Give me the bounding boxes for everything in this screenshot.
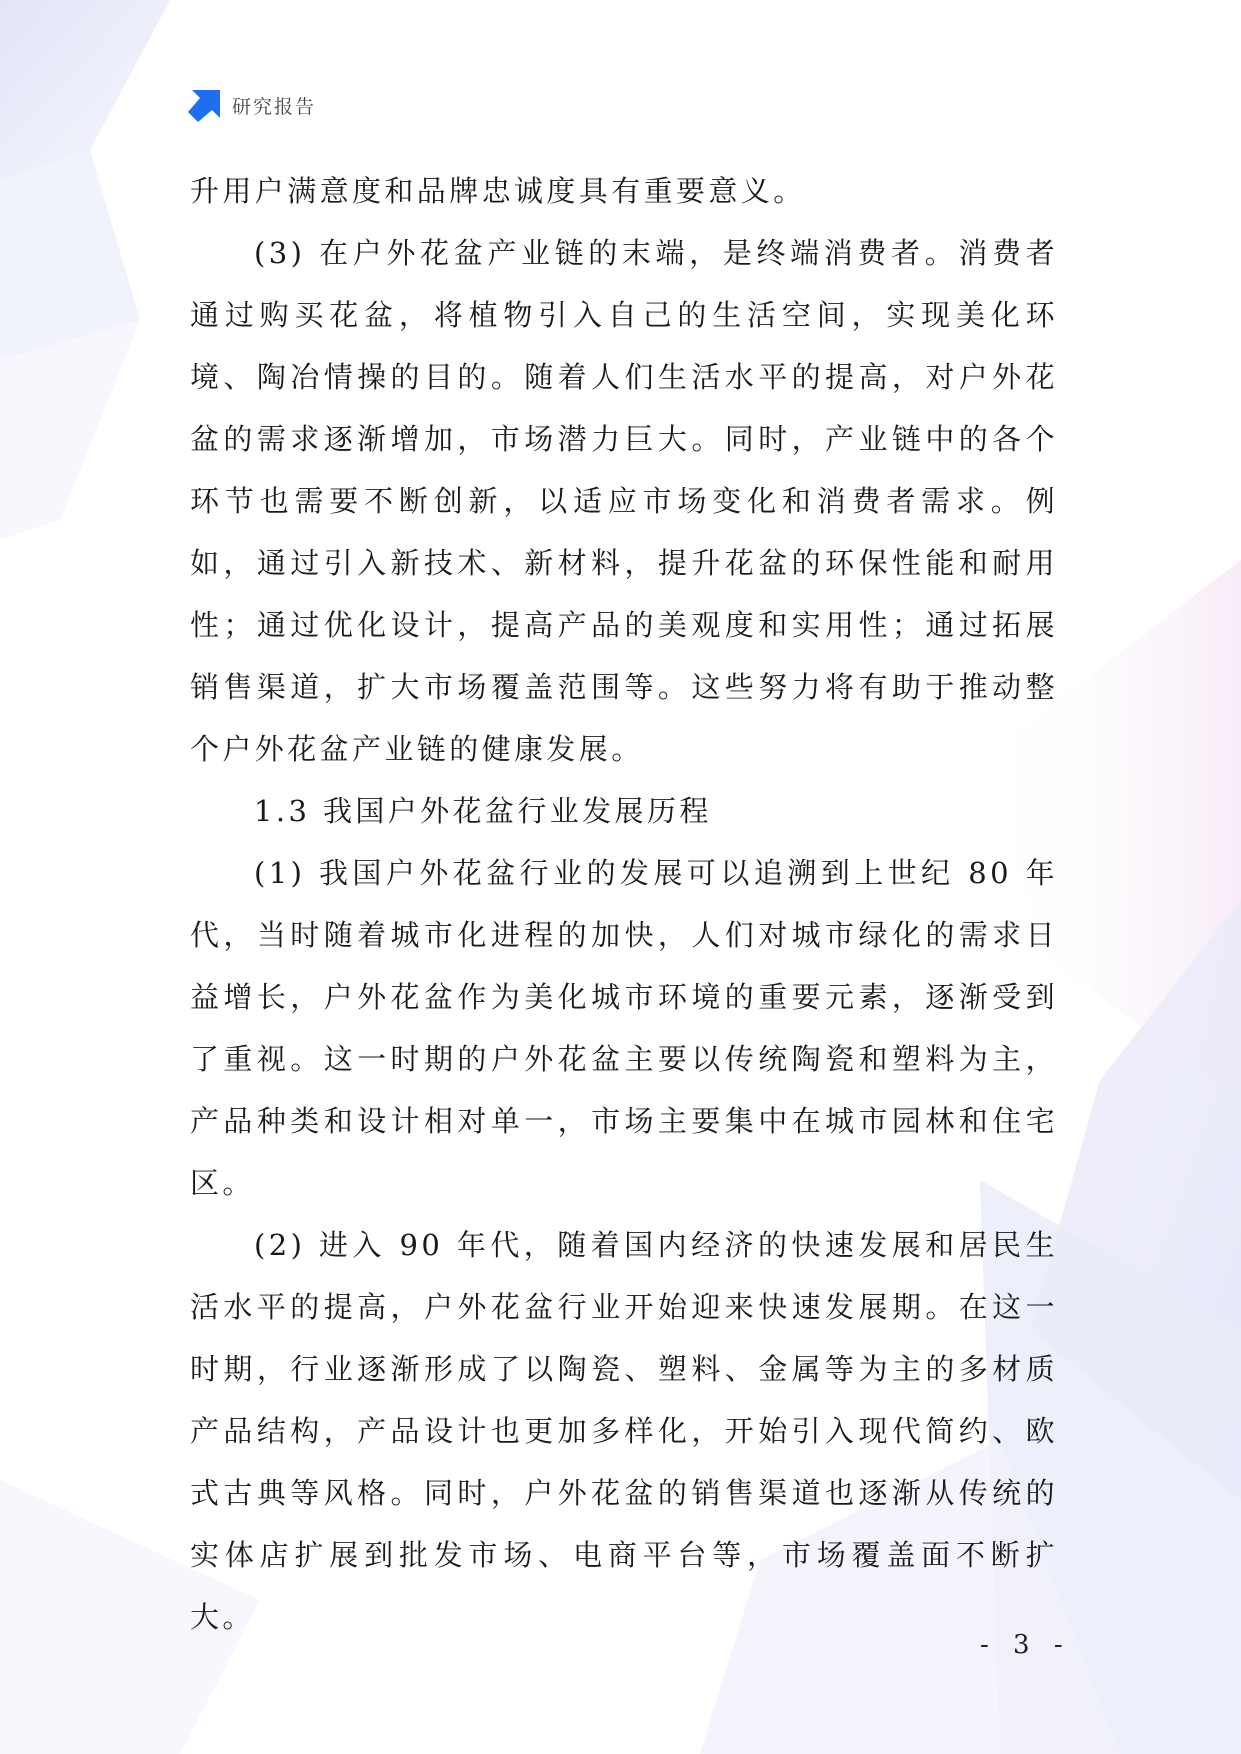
document-body [190, 160, 1058, 1648]
paragraph-continuation: 升用户满意度和品牌忠诚度具有重要意义。 [190, 174, 806, 208]
paragraph-history-80s: (1) 我国户外花盆行业的发展可以追溯到上世纪 80 年代，当时随着城市化进程的加快，人们对城市绿化的需求日益增长，户外花盆作为美化城市环境的重要元素，逐渐受到了重视。这一时期的户外花盆主要以传统陶瓷和塑料为主，产品种类和设计相对单一，市场主要集中在城市园林和住宅区。 [190, 856, 1058, 1200]
report-header [188, 88, 316, 122]
page-number: - 3 - [980, 1630, 1071, 1660]
paragraph-history-90s: (2) 进入 90 年代，随着国内经济的快速发展和居民生活水平的提高，户外花盆行业开始迎来快速发展期。在这一时期，行业逐渐形成了以陶瓷、塑料、金属等为主的多材质产品结构，产品设计也更加多样化，开始引入现代简约、欧式古典等风格。同时，户外花盆的销售渠道也逐渐从传统的实体店扩展到批发市场、电商平台等，市场覆盖面不断扩大。 [190, 1228, 1058, 1634]
header-title: 研究报告 [232, 95, 317, 118]
arrow-up-right-icon [188, 88, 222, 122]
section-heading: 1.3 我国户外花盆行业发展历程 [254, 794, 712, 828]
paragraph-consumers: (3) 在户外花盆产业链的末端，是终端消费者。消费者通过购买花盆，将植物引入自己的生活空间，实现美化环境、陶冶情操的目的。随着人们生活水平的提高，对户外花盆的需求逐渐增加，市场潜力巨大。同时，产业链中的各个环节也需要不断创新，以适应市场变化和消费者需求。例如，通过引入新技术、新材料，提升花盆的环保性能和耐用性；通过优化设计，提高产品的美观度和实用性；通过拓展销售渠道，扩大市场覆盖范围等。这些努力将有助于推动整个户外花盆产业链的健康发展。 [190, 236, 1058, 766]
